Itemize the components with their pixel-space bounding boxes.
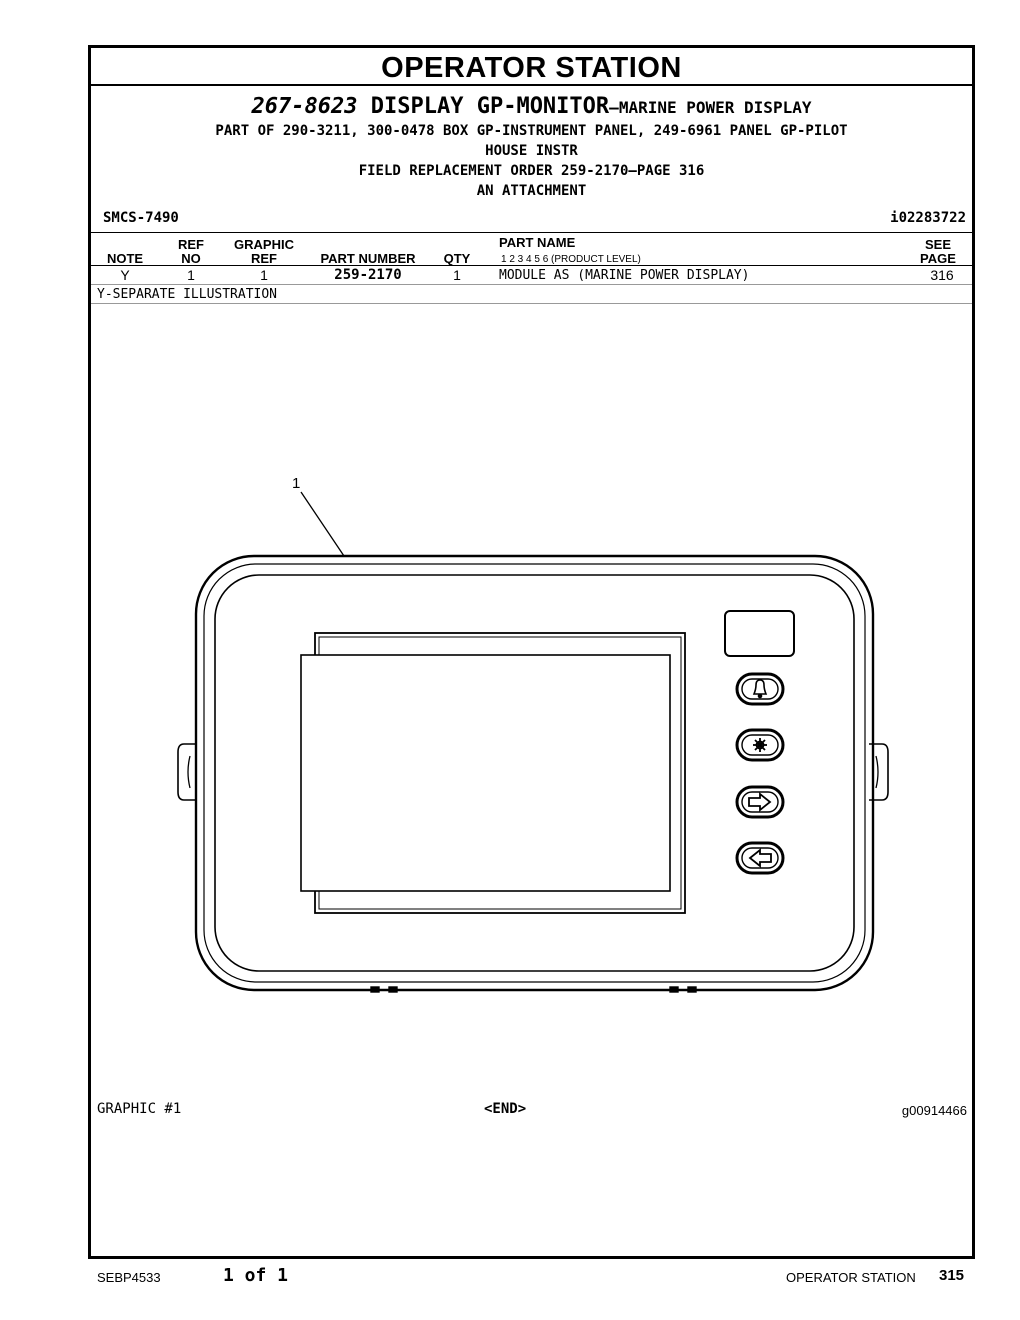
row-see-page: 316 <box>930 267 954 283</box>
gear-icon <box>753 738 767 752</box>
col-header-note: NOTE <box>106 251 144 266</box>
row-graphic-ref: 1 <box>260 267 268 283</box>
row-part-name: MODULE AS (MARINE POWER DISPLAY) <box>499 268 750 283</box>
callout-leader-line <box>301 492 344 556</box>
row-part-number: 259-2170 <box>334 267 402 283</box>
document-id: i02283722 <box>890 210 966 226</box>
col-header-graphic-ref: GRAPHIC REF <box>234 237 294 266</box>
forward-button <box>737 787 783 817</box>
heading-part-name: DISPLAY GP-MONITOR <box>370 94 610 119</box>
heading-field-replacement: FIELD REPLACEMENT ORDER 259-2170—PAGE 316 <box>358 163 705 179</box>
graphic-label: GRAPHIC #1 <box>97 1101 182 1117</box>
heading-part-of: PART OF 290-3211, 300-0478 BOX GP-INSTRUMENT PANEL, 249-6961 PANEL GP-PILOT <box>215 123 848 139</box>
smcs-code: SMCS-7490 <box>103 210 179 226</box>
callout-number: 1 <box>292 475 301 492</box>
col-header-qty: QTY <box>443 251 471 266</box>
heading-attachment: AN ATTACHMENT <box>476 183 587 199</box>
row-ref-no: 1 <box>187 267 195 283</box>
bell-button <box>737 674 783 704</box>
indicator-window <box>725 611 794 656</box>
screen-glass <box>301 655 670 891</box>
page-title: OPERATOR STATION <box>91 48 972 86</box>
col-header-see-page: SEE PAGE <box>920 237 956 266</box>
col-header-product-levels: 1 2 3 4 5 6 (PRODUCT LEVEL) <box>501 254 641 265</box>
heading-dash: — <box>609 98 619 117</box>
heading-part-number: 267-8623 <box>251 94 358 119</box>
row-qty: 1 <box>453 267 461 283</box>
footer-page-of: 1 of 1 <box>223 1265 289 1286</box>
footer-doc-code: SEBP4533 <box>97 1270 161 1285</box>
col-header-part-number: PART NUMBER <box>320 251 416 266</box>
end-marker: <END> <box>484 1101 527 1117</box>
gear-button <box>737 730 783 760</box>
row-note: Y <box>120 267 130 283</box>
arrow-right-icon <box>749 794 770 810</box>
left-mount-tab <box>178 744 196 800</box>
note-legend: Y-SEPARATE ILLUSTRATION <box>97 287 278 302</box>
back-button <box>737 843 783 873</box>
arrow-left-icon <box>750 850 771 866</box>
heading-house-instr: HOUSE INSTR <box>485 143 578 159</box>
bell-icon <box>754 680 766 698</box>
graphic-id: g00914466 <box>901 1103 967 1118</box>
heading-part-desc: MARINE POWER DISPLAY <box>618 98 812 117</box>
footer-page-number: 315 <box>939 1267 965 1284</box>
col-header-part-name: PART NAME <box>499 235 576 250</box>
footer-section: OPERATOR STATION <box>786 1270 916 1285</box>
col-header-ref-no: REF NO <box>178 237 204 266</box>
